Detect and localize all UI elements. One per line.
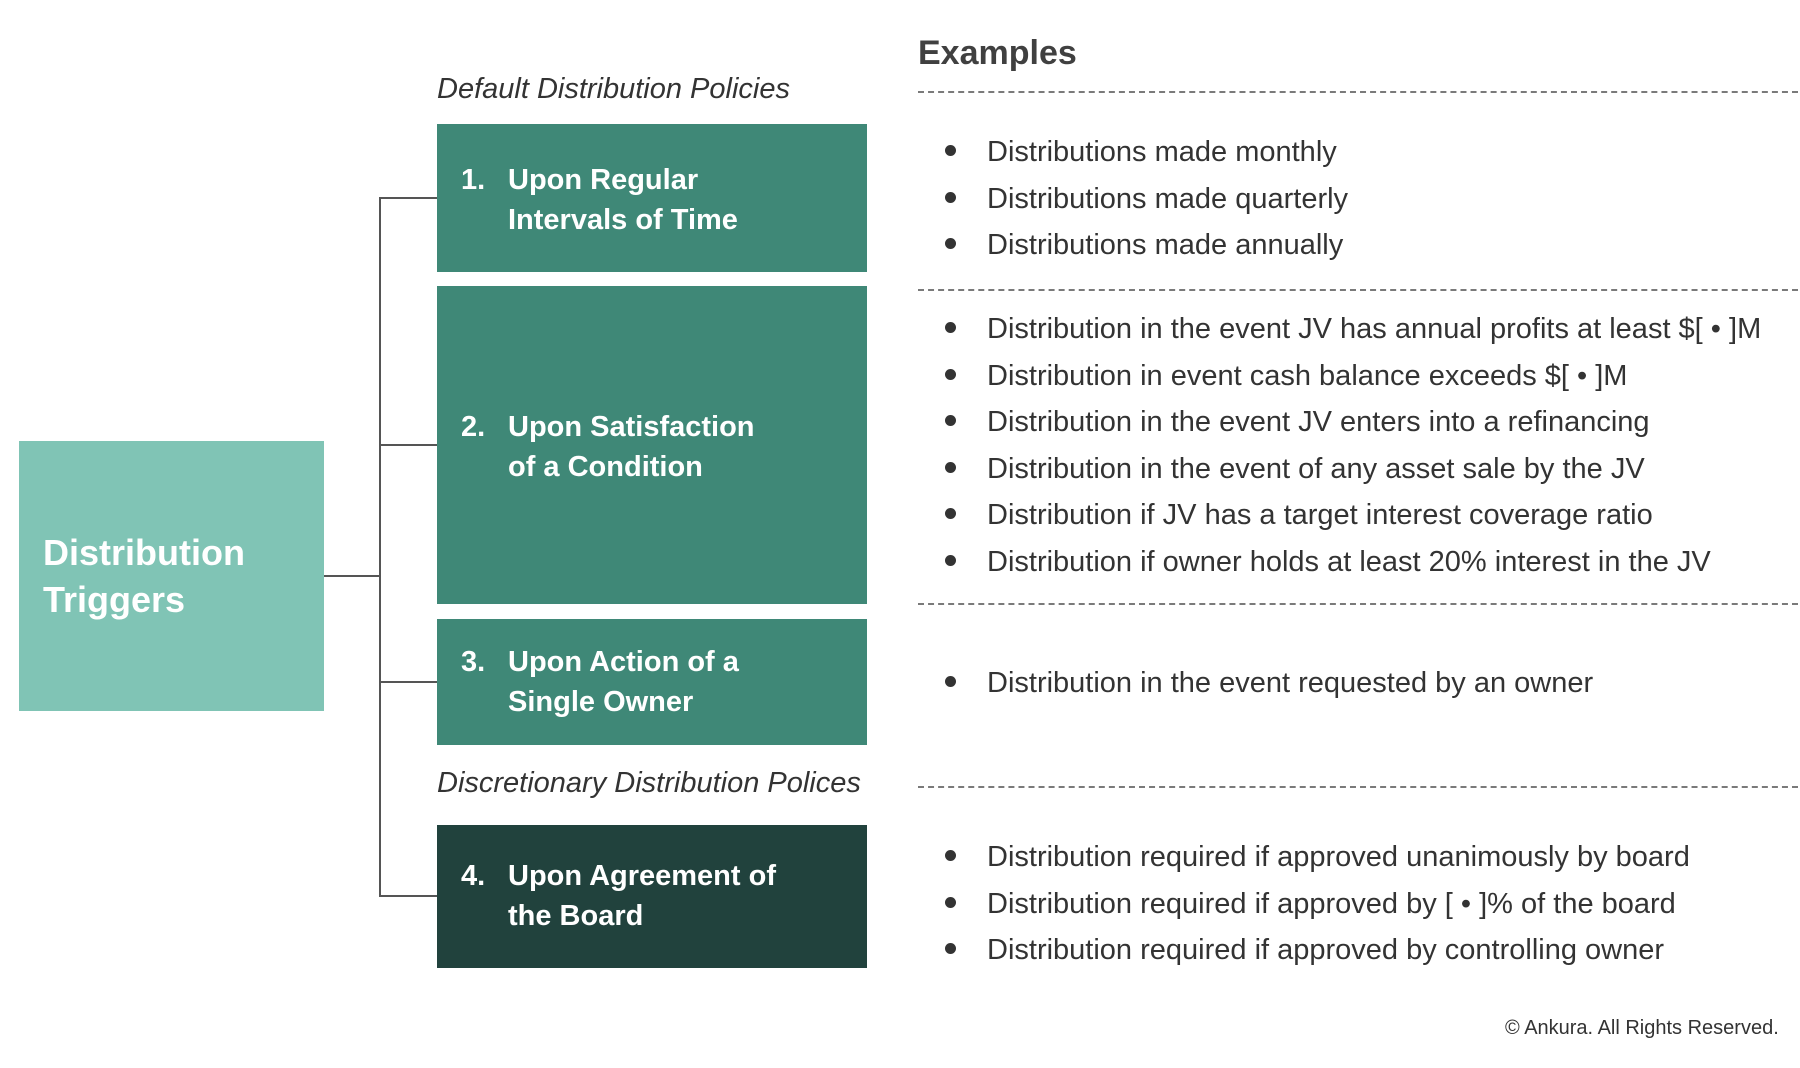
root-node-box [19, 441, 324, 711]
examples-group-3 [918, 660, 1593, 707]
example-item [918, 353, 1761, 400]
trigger-label: Upon Regular Intervals of Time [508, 164, 738, 236]
example-text: Distribution in the event JV enters into a refinancing [987, 406, 1650, 438]
example-item [918, 446, 1761, 493]
bullet-icon [945, 238, 956, 249]
example-text: Distribution required if approved by [ • ]% of the board [987, 887, 1676, 920]
example-text: Distributions made annually [987, 229, 1344, 261]
connector-branch-1 [379, 197, 437, 199]
bullet-icon [945, 462, 956, 473]
root-node-label: Distribution Triggers [43, 532, 245, 620]
examples-group-4 [918, 834, 1690, 974]
dashed-divider [918, 91, 1798, 93]
example-text: Distribution if owner holds at least 20% interest in the JV [987, 545, 1711, 578]
example-item [918, 927, 1690, 974]
example-text: Distributions made quarterly [987, 182, 1349, 215]
example-text: Distributions made monthly [987, 136, 1337, 168]
example-item [918, 539, 1761, 586]
trigger-box-1 [437, 124, 867, 272]
trigger-number: 4. [461, 860, 486, 892]
bullet-icon [945, 322, 956, 333]
dashed-divider [918, 289, 1798, 291]
example-text: Distribution in the event of any asset sale by the JV [987, 452, 1645, 485]
example-text: Distribution required if approved by controlling owner [987, 934, 1665, 966]
trigger-label: Upon Action of a Single Owner [508, 646, 739, 718]
bullet-icon [945, 943, 956, 954]
example-item [918, 176, 1348, 223]
example-text: Distribution in event cash balance exceeds $[ • ]M [987, 359, 1628, 392]
bullet-icon [945, 850, 956, 861]
example-text: Distribution in the event requested by an owner [987, 667, 1594, 699]
connector-branch-3 [379, 681, 437, 683]
bullet-icon [945, 897, 956, 908]
connector-vertical-trunk [379, 197, 381, 897]
bullet-icon [945, 415, 956, 426]
bullet-icon [945, 508, 956, 519]
examples-group-2 [918, 306, 1761, 585]
section-heading-discretionary: Discretionary Distribution Polices [437, 767, 861, 799]
bullet-icon [945, 676, 956, 687]
trigger-label: Upon Agreement of the Board [508, 860, 776, 932]
example-item [918, 129, 1348, 176]
example-item [918, 306, 1761, 353]
bullet-icon [945, 192, 956, 203]
trigger-label: Upon Satisfaction of a Condition [508, 411, 755, 483]
examples-group-1 [918, 129, 1348, 269]
bullet-icon [945, 369, 956, 380]
copyright-notice: © Ankura. All Rights Reserved. [1505, 1017, 1779, 1039]
trigger-number: 1. [461, 164, 486, 196]
examples-title: Examples [918, 34, 1077, 72]
trigger-number: 2. [461, 411, 486, 443]
connector-branch-4 [379, 895, 437, 897]
connector-branch-2 [379, 444, 437, 446]
example-text: Distribution if JV has a target interest coverage ratio [987, 499, 1653, 531]
example-item [918, 834, 1690, 881]
dashed-divider [918, 786, 1798, 788]
example-item [918, 881, 1690, 928]
example-item [918, 492, 1761, 539]
trigger-box-4 [437, 825, 867, 968]
bullet-icon [945, 145, 956, 156]
dashed-divider [918, 603, 1798, 605]
connector-root-horizontal [324, 575, 381, 577]
section-heading-default: Default Distribution Policies [437, 73, 790, 105]
trigger-number: 3. [461, 646, 486, 678]
example-item [918, 222, 1348, 269]
example-text: Distribution required if approved unanimously by board [987, 841, 1690, 873]
bullet-icon [945, 555, 956, 566]
trigger-box-3 [437, 619, 867, 745]
trigger-box-2 [437, 286, 867, 604]
example-item [918, 399, 1761, 446]
example-item [918, 660, 1593, 707]
example-text: Distribution in the event JV has annual profits at least $[ • ]M [987, 313, 1762, 345]
